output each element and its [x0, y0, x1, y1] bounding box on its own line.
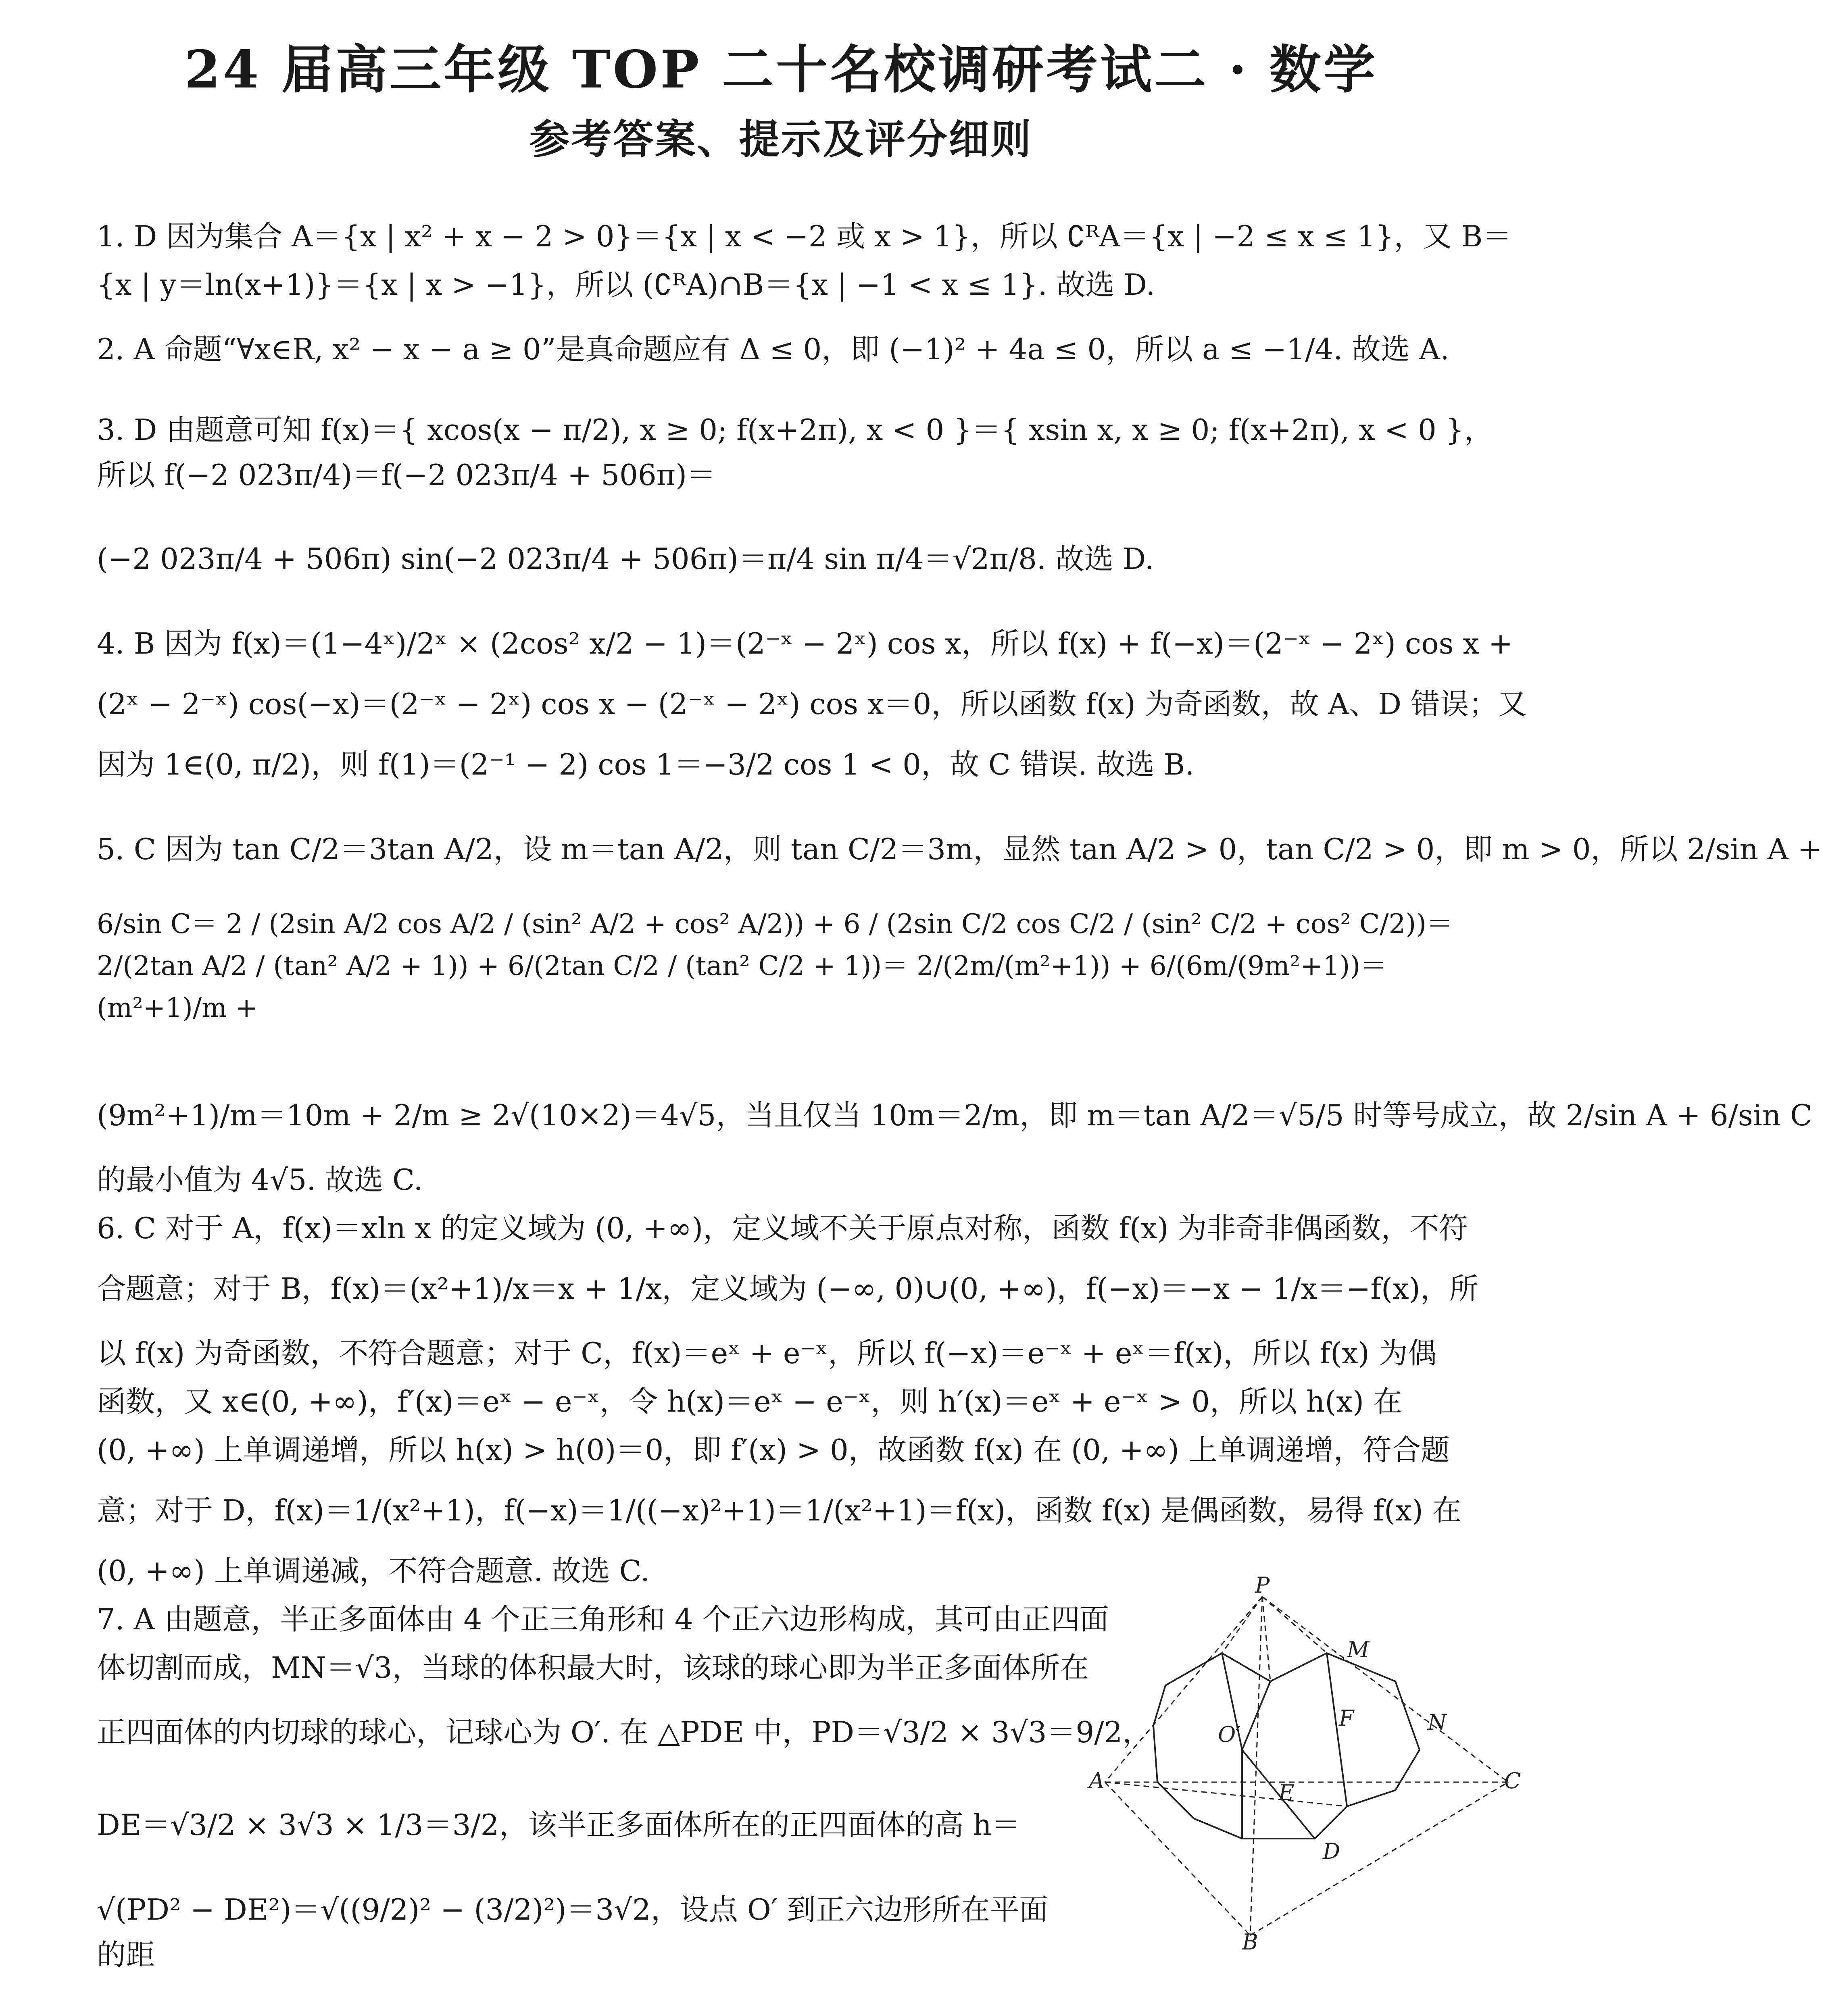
text-line: (9m²+1)/m＝10m + 2/m ≥ 2√(10×2)＝4√5，当且仅当 10m＝2/m，即 m＝tan A/2＝√5/5 时等号成立，故 2/sin A + 6/sin C	[97, 1098, 1813, 1132]
text-line: (−2 023π/4 + 506π) sin(−2 023π/4 + 506π)＝π/4 sin π/4＝√2π/8. 故选 D.	[97, 542, 1154, 576]
text-line: 5. C 因为 tan C/2＝3tan A/2，设 m＝tan A/2，则 tan C/2＝3m，显然 tan A/2 > 0，tan C/2 > 0，即 m > 0，所以 2/sin A +	[97, 832, 1822, 866]
label-d: D	[1323, 1839, 1340, 1864]
text-line: 7. A 由题意，半正多面体由 4 个正三角形和 4 个正六边形构成，其可由正四面	[97, 1602, 1109, 1636]
text-line: 1. D 因为集合 A＝{x | x² + x − 2 > 0}＝{x | x < −2 或 x > 1}，所以 ∁ᴿA＝{x | −2 ≤ x ≤ 1}，又 B＝	[97, 219, 1512, 253]
page-title: 24 届高三年级 TOP 二十名校调研考试二 · 数学	[184, 40, 1378, 100]
label-m: M	[1347, 1637, 1370, 1662]
text-line: 合题意；对于 B，f(x)＝(x²+1)/x＝x + 1/x，定义域为 (−∞, 0)∪(0, +∞)，f(−x)＝−x − 1/x＝−f(x)，所	[97, 1272, 1478, 1306]
text-line: 意；对于 D，f(x)＝1/(x²+1)，f(−x)＝1/((−x)²+1)＝1/(x²+1)＝f(x)，函数 f(x) 是偶函数，易得 f(x) 在	[97, 1493, 1461, 1527]
text-line: {x | y＝ln(x+1)}＝{x | x > −1}，所以 (∁ᴿA)∩B＝{x | −1 < x ≤ 1}. 故选 D.	[97, 268, 1155, 302]
label-b: B	[1242, 1929, 1258, 1955]
text-line: 6/sin C＝ 2 / (2sin A/2 cos A/2 / (sin² A/2 + cos² A/2)) + 6 / (2sin C/2 cos C/2 / (sin² C/2 + cos² C/2))＝ 2/(2tan A/2 / (tan² A/2 + 1)) + 6/(2tan C/2 / (tan² C/2 + 1))＝ 2/(2m/(m²+1)) + 6/(6m/(9m²+1))＝(m²+1)/m +	[97, 908, 1453, 1023]
text-line: (0, +∞) 上单调递减，不符合题意. 故选 C.	[97, 1554, 650, 1588]
label-n: N	[1428, 1710, 1447, 1735]
label-o-prime: O′	[1218, 1722, 1241, 1747]
text-line: 的最小值为 4√5. 故选 C.	[97, 1163, 423, 1197]
text-line: DE＝√3/2 × 3√3 × 1/3＝3/2，该半正多面体所在的正四面体的高 h＝	[97, 1808, 1021, 1842]
text-line: 4. B 因为 f(x)＝(1−4ˣ)/2ˣ × (2cos² x/2 − 1)＝(2⁻ˣ − 2ˣ) cos x，所以 f(x) + f(−x)＝(2⁻ˣ − 2ˣ) cos x +	[97, 627, 1513, 660]
text-line: 2. A 命题“∀x∈R, x² − x − a ≥ 0”是真命题应有 Δ ≤ 0，即 (−1)² + 4a ≤ 0，所以 a ≤ −1/4. 故选 A.	[97, 332, 1449, 366]
label-a: A	[1089, 1768, 1105, 1793]
text-line: 因为 1∈(0, π/2)，则 f(1)＝(2⁻¹ − 2) cos 1＝−3/2 cos 1 < 0，故 C 错误. 故选 B.	[97, 748, 1195, 781]
text-line: 以 f(x) 为奇函数，不符合题意；对于 C，f(x)＝eˣ + e⁻ˣ，所以 f(−x)＝e⁻ˣ + eˣ＝f(x)，所以 f(x) 为偶	[97, 1336, 1437, 1370]
text-line: 正四面体的内切球的球心，记球心为 O′. 在 △PDE 中，PD＝√3/2 × 3√3＝9/2，	[97, 1715, 1152, 1749]
text-line: 6. C 对于 A，f(x)＝xln x 的定义域为 (0, +∞)，定义域不关于原点对称，函数 f(x) 为非奇非偶函数，不符	[97, 1211, 1468, 1245]
label-e: E	[1278, 1780, 1295, 1806]
text-line: √(PD² − DE²)＝√((9/2)² − (3/2)²)＝3√2，设点 O′ 到正六边形所在平面的距	[97, 1893, 1048, 1972]
text-line: (2ˣ − 2⁻ˣ) cos(−x)＝(2⁻ˣ − 2ˣ) cos x − (2⁻ˣ − 2ˣ) cos x＝0，所以函数 f(x) 为奇函数，故 A、D 错误；又	[97, 687, 1527, 721]
text-line: 体切割而成，MN＝√3，当球的体积最大时，该球的球心即为半正多面体所在	[97, 1651, 1089, 1685]
text-line: (0, +∞) 上单调递增，所以 h(x) > h(0)＝0，即 f′(x) > 0，故函数 f(x) 在 (0, +∞) 上单调递增，符合题	[97, 1433, 1450, 1467]
label-c: C	[1504, 1768, 1521, 1793]
polyhedron-figure	[1089, 1572, 1524, 1955]
page-subtitle: 参考答案、提示及评分细则	[529, 115, 1033, 163]
text-line: 函数，又 x∈(0, +∞)，f′(x)＝eˣ − e⁻ˣ，令 h(x)＝eˣ − e⁻ˣ，则 h′(x)＝eˣ + e⁻ˣ > 0，所以 h(x) 在	[97, 1385, 1402, 1418]
text-line	[97, 2012, 1500, 2016]
text-line: 3. D 由题意可知 f(x)＝{ xcos(x − π/2), x ≥ 0; f(x+2π), x < 0 }＝{ xsin x, x ≥ 0; f(x+2π), x < 0 }，所以 f(−2 023π/4)＝f(−2 023π/4 + 506π)＝	[97, 413, 1493, 492]
label-p: P	[1255, 1572, 1270, 1598]
label-f: F	[1339, 1706, 1354, 1731]
